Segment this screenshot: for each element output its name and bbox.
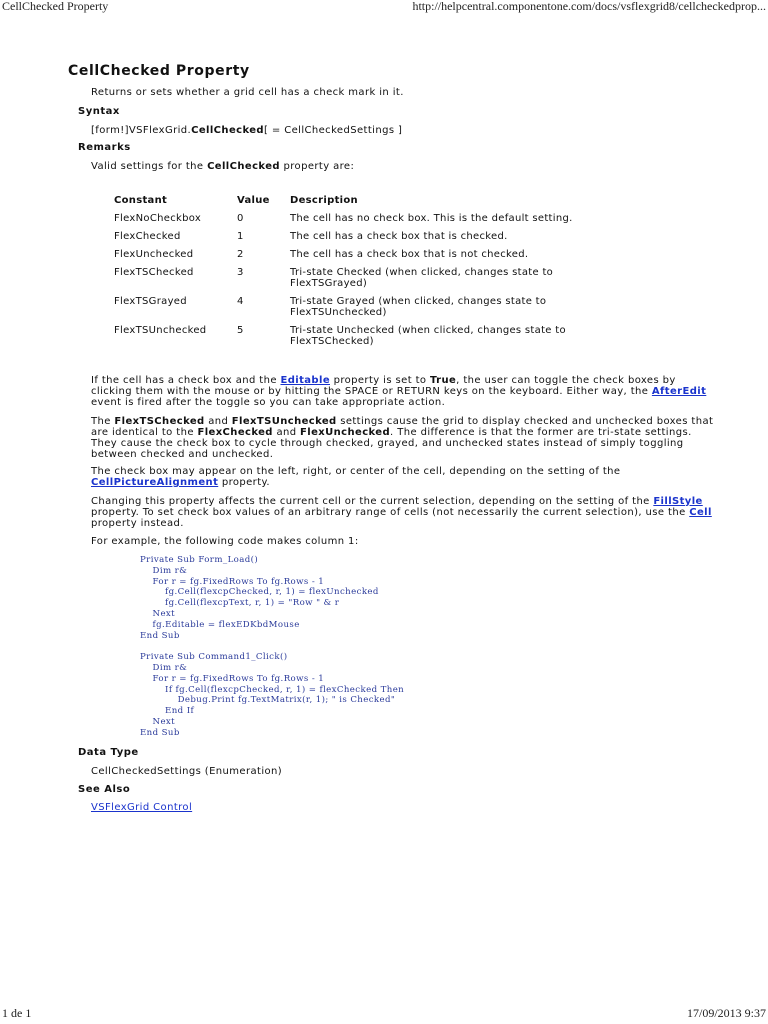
data-type-value: CellCheckedSettings (Enumeration) [91, 766, 283, 777]
syntax-prefix: [form!]VSFlexGrid. [91, 125, 192, 136]
remarks-intro-prefix: Valid settings for the [91, 161, 208, 172]
row-description: The cell has a check box that is checked. [290, 231, 508, 242]
page-title: CellChecked Property [68, 63, 250, 79]
cell-link[interactable]: Cell [689, 507, 712, 518]
summary-text: Returns or sets whether a grid cell has a check mark in it. [91, 87, 404, 98]
table-row [112, 249, 580, 267]
code-example: Private Sub Form_Load() Dim r& For r = fg.FixedRows To fg.Rows - 1 fg.Cell(flexcpChecked, r, 1) = flexUnchecked fg.Cell(flexcpText, r, 1) = "Row " & r Next fg.Editable = flexEDKbdMouse End Sub Private Sub Command1_Click() Dim r& For r = fg.FixedRows To fg.Rows - 1 If fg.Cell(flexcpChecked, r, 1) = flexChecked Then Debug.Print fg.TextMatrix(r, 1); " is Checked" End If Next End Sub [140, 555, 405, 738]
table-row [112, 231, 580, 249]
page-count: 1 de 1 [2, 1006, 32, 1020]
example-intro: For example, the following code makes column 1: [91, 536, 359, 547]
row-description: Tri-state Grayed (when clicked, changes state to FlexTSUnchecked) [290, 296, 547, 318]
syntax-name: CellChecked [191, 125, 264, 136]
fillstyle-link[interactable]: FillStyle [653, 496, 703, 507]
table-row [112, 296, 580, 325]
print-header-title: CellChecked Property [2, 0, 109, 13]
print-footer [0, 1006, 768, 1024]
row-description: Tri-state Unchecked (when clicked, changes state to FlexTSChecked) [290, 325, 566, 347]
paragraph-fillstyle: Changing this property affects the current cell or the current selection, depending on the setting of the FillStyle property. To set check box values of an arbitrary range of cells (not necessarily the current selection), use the Cell property instead. [91, 496, 712, 529]
remarks-intro-bold: CellChecked [207, 161, 280, 172]
row-description: The cell has no check box. This is the default setting. [290, 213, 573, 224]
table-header-row [112, 195, 580, 213]
row-value: 2 [237, 249, 244, 260]
row-constant: FlexTSUnchecked [114, 325, 207, 336]
print-timestamp: 17/09/2013 9:37 [686, 1006, 766, 1020]
row-value: 0 [237, 213, 244, 224]
remarks-intro-suffix: property are: [279, 161, 355, 172]
paragraph-alignment: The check box may appear on the left, right, or center of the cell, depending on the setting of the CellPictureAlignment property. [91, 466, 621, 488]
see-also-heading: See Also [78, 784, 131, 795]
paragraph-editable: If the cell has a check box and the Editable property is set to True, the user can toggle the check boxes by clicking them with the mouse or by hitting the SPACE or RETURN keys on the keyboard. Either way, the AfterEdit event is fired after the toggle so you can take appropriate action. [91, 375, 707, 408]
row-constant: FlexNoCheckbox [114, 213, 202, 224]
data-type-heading: Data Type [78, 747, 139, 758]
header-constant: Constant [114, 195, 168, 206]
cellpicturealignment-link[interactable]: CellPictureAlignment [91, 477, 219, 488]
table-row [112, 213, 580, 231]
row-constant: FlexUnchecked [114, 249, 194, 260]
afteredit-link[interactable]: AfterEdit [651, 386, 707, 397]
row-value: 5 [237, 325, 244, 336]
print-header [0, 0, 768, 14]
row-value: 4 [237, 296, 244, 307]
remarks-intro [91, 161, 354, 172]
syntax-line [91, 125, 402, 136]
header-description: Description [290, 195, 358, 206]
remarks-heading: Remarks [78, 142, 131, 153]
row-constant: FlexChecked [114, 231, 181, 242]
syntax-suffix: [ = CellCheckedSettings ] [263, 125, 403, 136]
settings-table [112, 195, 580, 354]
header-value: Value [237, 195, 270, 206]
table-row [112, 267, 580, 296]
see-also-list [91, 802, 192, 813]
syntax-heading: Syntax [78, 106, 120, 117]
row-description: The cell has a check box that is not checked. [290, 249, 529, 260]
row-description: Tri-state Checked (when clicked, changes state to FlexTSGrayed) [290, 267, 554, 289]
paragraph-tristate: The FlexTSChecked and FlexTSUnchecked settings cause the grid to display checked and unchecked boxes that are identical to the FlexChecked and FlexUnchecked. The difference is that the former are tri-state settings. They cause the check box to cycle through checked, grayed, and unchecked states instead of simply toggling between checked and unchecked. [91, 416, 714, 460]
row-constant: FlexTSGrayed [114, 296, 187, 307]
editable-link[interactable]: Editable [280, 375, 330, 386]
table-row [112, 325, 580, 354]
row-value: 3 [237, 267, 244, 278]
print-header-url: http://helpcentral.componentone.com/docs/vsflexgrid8/cellcheckedprop... [412, 0, 766, 13]
vsflexgrid-control-link[interactable]: VSFlexGrid Control [91, 802, 193, 813]
row-constant: FlexTSChecked [114, 267, 194, 278]
row-value: 1 [237, 231, 244, 242]
